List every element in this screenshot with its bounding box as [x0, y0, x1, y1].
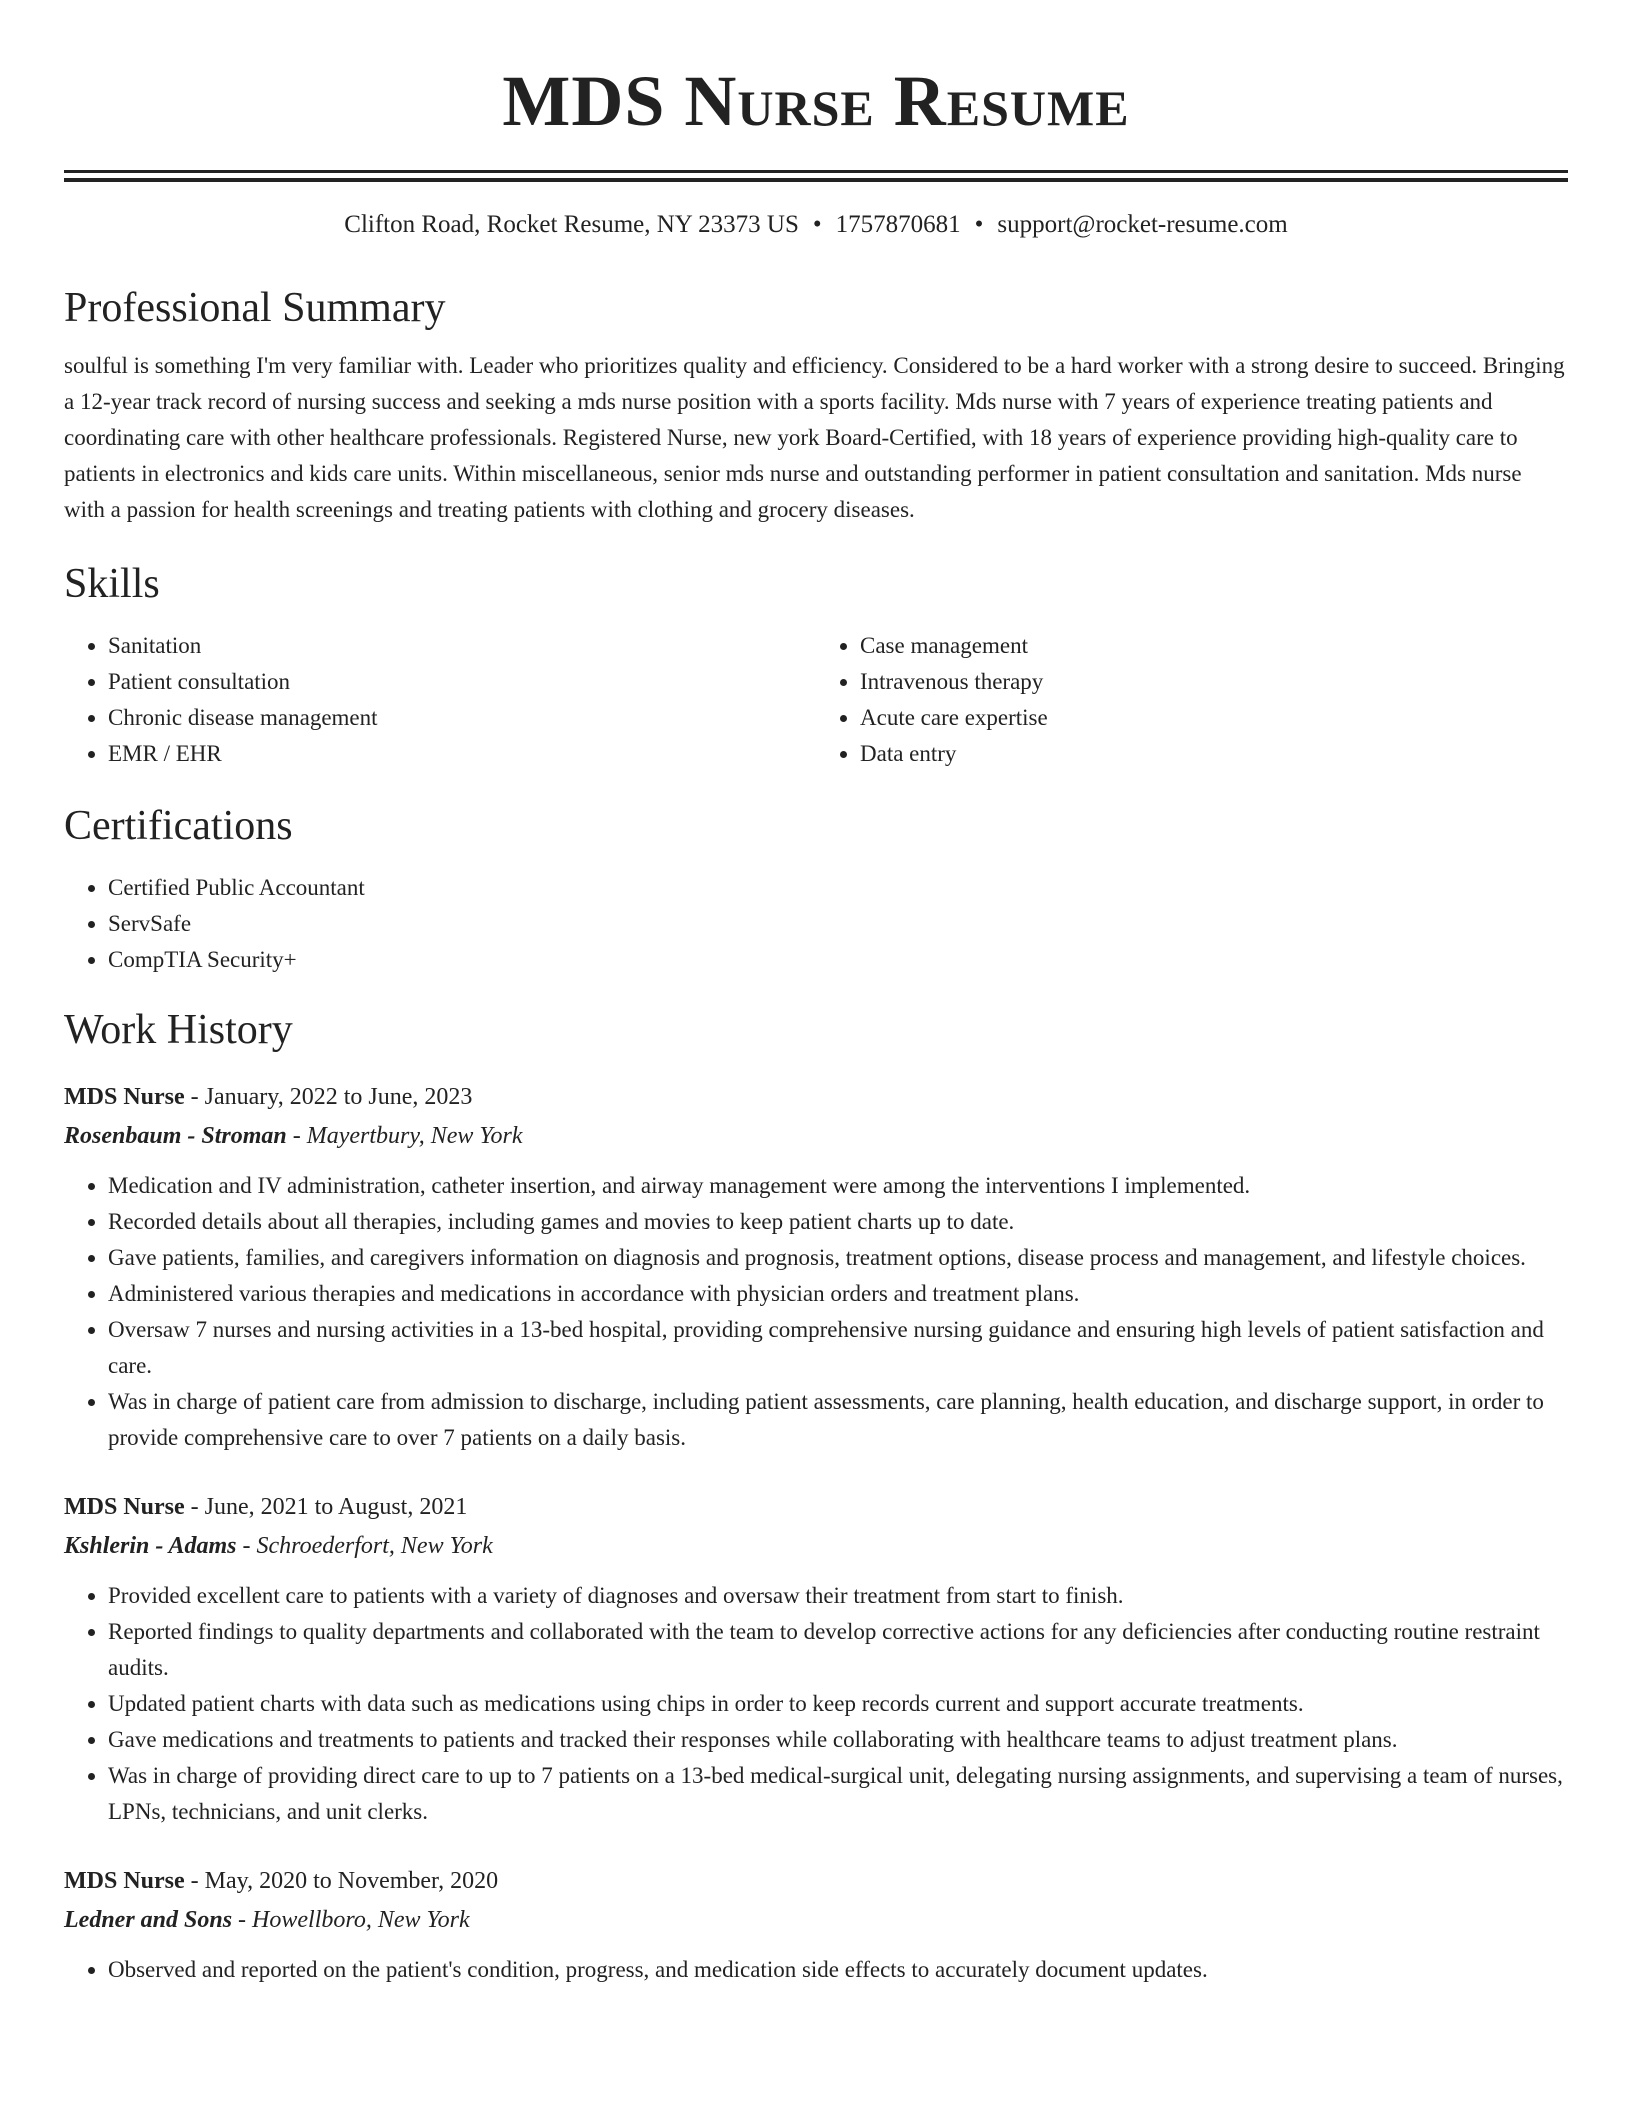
contact-line [64, 208, 1568, 242]
certifications-heading: Certifications [64, 803, 293, 849]
skills-list-right [816, 628, 1568, 772]
certification-item: • ServSafe [108, 906, 1568, 942]
job-company-line [64, 1900, 1568, 1940]
skill-item: • Patient consultation [108, 664, 816, 700]
job-location: - Schroederfort, New York [236, 1533, 493, 1559]
job-company: Ledner and Sons [64, 1907, 233, 1933]
summary-text: soulful is something I'm very familiar with. Leader who prioritizes quality and efficiency. Considered to be a hard worker with a strong desire to succeed. Bringing a 12-year track record of nursing success and seeking a mds nurse position with a sports facility. Mds nurse with 7 years of experience treating patients and coordinating care with other healthcare professionals. Registered Nurse, new york Board-Certified, with 18 years of experience providing high-quality care to patients in electronics and kids care units. Within miscellaneous, senior mds nurse and outstanding performer in patient consultation and sanitation. Mds nurse with a passion for health screenings and treating patients with clothing and grocery diseases. [64, 353, 1565, 522]
skill-item: • Sanitation [108, 628, 816, 664]
resume-page [64, 0, 1568, 1988]
job-bullet: • Observed and reported on the patient's condition, progress, and medication side effects to accurately document updates. [108, 1952, 1568, 1988]
job-bullets [64, 1578, 1568, 1830]
job-bullet: • Medication and IV administration, catheter insertion, and airway management were among the interventions I implemented. [108, 1168, 1568, 1204]
contact-email: support@rocket-resume.com [997, 211, 1288, 238]
job-company: Rosenbaum - Stroman [64, 1123, 287, 1149]
job-header [64, 1862, 1568, 1900]
job-bullet: • Was in charge of patient care from admission to discharge, including patient assessments, care planning, health education, and discharge support, in order to provide comprehensive care to over 7 patients on a daily basis. [108, 1384, 1568, 1456]
skills-list-left [64, 628, 816, 772]
skill-item: • Intravenous therapy [860, 664, 1568, 700]
job-bullet: • Was in charge of providing direct care to up to 7 patients on a 13-bed medical-surgical unit, delegating nursing assignments, and supervising a team of nurses, LPNs, technicians, and unit clerks. [108, 1758, 1568, 1830]
contact-separator: • [812, 211, 822, 238]
skill-item: • Acute care expertise [860, 700, 1568, 736]
job-title: MDS Nurse [64, 1084, 185, 1110]
title-rule-thick [64, 178, 1568, 182]
job-bullet: • Gave patients, families, and caregivers information on diagnosis and prognosis, treatment options, disease process and management, and lifestyle choices. [108, 1240, 1568, 1276]
job-location: - Mayertbury, New York [286, 1123, 523, 1149]
job-dates: - May, 2020 to November, 2020 [184, 1868, 499, 1894]
job-location: - Howellboro, New York [232, 1907, 470, 1933]
job-bullet: • Oversaw 7 nurses and nursing activities in a 13-bed hospital, providing comprehensive nursing guidance and ensuring high levels of patient satisfaction and care. [108, 1312, 1568, 1384]
job-title: MDS Nurse [64, 1868, 185, 1894]
work-history-heading: Work History [64, 1007, 293, 1053]
job-bullet: • Recorded details about all therapies, including games and movies to keep patient charts up to date. [108, 1204, 1568, 1240]
job-bullet: • Updated patient charts with data such as medications using chips in order to keep records current and support accurate treatments. [108, 1686, 1568, 1722]
skill-item: • Chronic disease management [108, 700, 816, 736]
skills-heading: Skills [64, 561, 160, 607]
contact-address: Clifton Road, Rocket Resume, NY 23373 US [344, 211, 799, 238]
certification-item: • Certified Public Accountant [108, 870, 1568, 906]
job-company-line [64, 1526, 1568, 1566]
job-company: Kshlerin - Adams [64, 1533, 237, 1559]
resume-title: MDS Nurse Resume [502, 61, 1130, 141]
job-title: MDS Nurse [64, 1494, 185, 1520]
job-bullet: • Administered various therapies and medications in accordance with physician orders and treatment plans. [108, 1276, 1568, 1312]
job-bullets [64, 1168, 1568, 1456]
job-dates: - January, 2022 to June, 2023 [184, 1084, 473, 1110]
summary-heading: Professional Summary [64, 285, 446, 331]
job-bullet: • Gave medications and treatments to patients and tracked their responses while collaborating with healthcare teams to adjust treatment plans. [108, 1722, 1568, 1758]
job-header [64, 1078, 1568, 1116]
job-bullet: • Provided excellent care to patients with a variety of diagnoses and oversaw their treatment from start to finish. [108, 1578, 1568, 1614]
skill-item: • EMR / EHR [108, 736, 816, 772]
skill-item: • Data entry [860, 736, 1568, 772]
skills-columns [64, 628, 1568, 772]
job-bullet: • Reported findings to quality departments and collaborated with the team to develop corrective actions for any deficiencies after conducting routine restraint audits. [108, 1614, 1568, 1686]
certification-item: • CompTIA Security+ [108, 942, 1568, 978]
contact-separator: • [974, 211, 984, 238]
contact-phone: 1757870681 [835, 211, 961, 238]
title-rule-thin [64, 170, 1568, 173]
job-dates: - June, 2021 to August, 2021 [184, 1494, 468, 1520]
job-bullets [64, 1952, 1568, 1988]
certifications-list [64, 870, 1568, 978]
job-header [64, 1488, 1568, 1526]
job-company-line [64, 1116, 1568, 1156]
skill-item: • Case management [860, 628, 1568, 664]
